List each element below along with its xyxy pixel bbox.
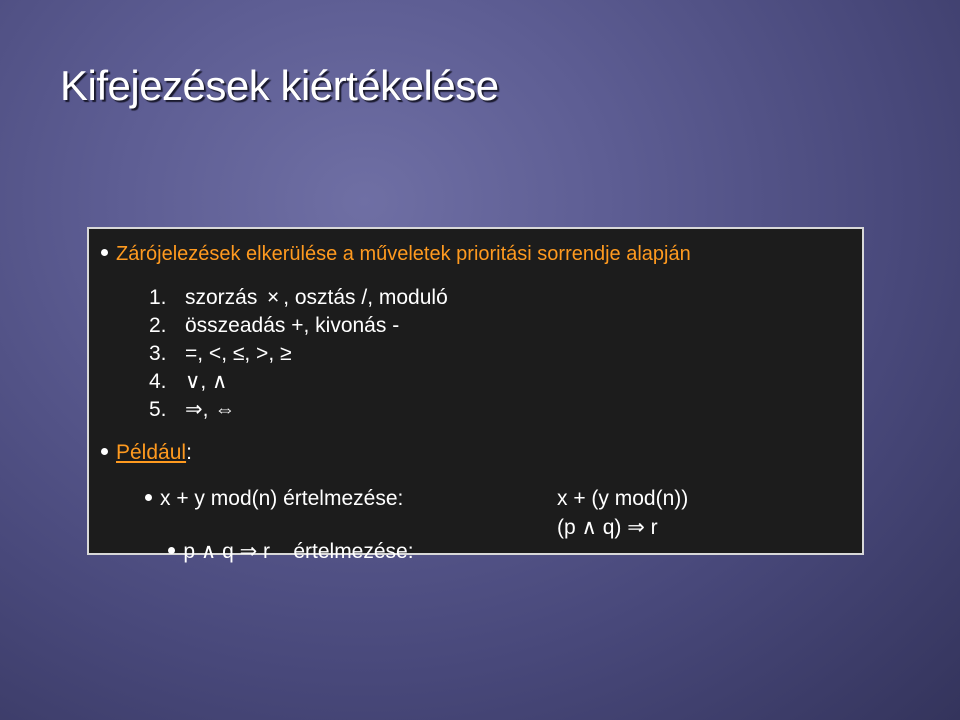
bullet-icon bbox=[145, 494, 152, 501]
example-meaning: x + (y mod(n)) bbox=[557, 487, 689, 510]
bullet-icon bbox=[168, 547, 175, 554]
example-meaning: (p ∧ q) ⇒ r bbox=[557, 516, 658, 539]
list-item-text-cont: , osztás /, moduló bbox=[283, 286, 448, 309]
list-item bbox=[149, 342, 292, 366]
list-item-number: 2. bbox=[149, 314, 167, 337]
list-item bbox=[149, 286, 448, 310]
list-item bbox=[149, 398, 235, 422]
list-item-number: 4. bbox=[149, 370, 167, 393]
list-item-number: 3. bbox=[149, 342, 167, 365]
example-expression: p ∧ q ⇒ r értelmezése: bbox=[183, 540, 414, 563]
example-row bbox=[145, 516, 845, 612]
example-expression: x + y mod(n) értelmezése: bbox=[160, 487, 404, 510]
list-item-text: összeadás +, kivonás - bbox=[185, 314, 400, 337]
example-row bbox=[145, 487, 845, 511]
list-item-text: ∨, ∧ bbox=[185, 370, 228, 393]
list-item-text: ⇒, ⇔ bbox=[185, 398, 236, 421]
bullet-icon bbox=[101, 249, 108, 256]
list-item bbox=[149, 370, 227, 394]
content-box bbox=[87, 227, 864, 563]
times-icon: × bbox=[267, 286, 280, 309]
list-item-text: =, <, ≤, >, ≥ bbox=[185, 342, 292, 365]
slide-title: Kifejezések kiértékelése bbox=[60, 62, 499, 109]
intro-line bbox=[101, 242, 691, 266]
example-heading-word: Például bbox=[116, 441, 187, 464]
bullet-icon bbox=[101, 448, 108, 455]
list-item-number: 5. bbox=[149, 398, 167, 421]
example-heading-suffix: : bbox=[186, 441, 192, 464]
list-item-text: szorzás bbox=[185, 286, 264, 309]
example-heading bbox=[101, 441, 192, 465]
intro-text: Zárójelezések elkerülése a műveletek prioritási sorrendje alapján bbox=[116, 243, 691, 265]
list-item-number: 1. bbox=[149, 286, 167, 309]
list-item bbox=[149, 314, 399, 338]
